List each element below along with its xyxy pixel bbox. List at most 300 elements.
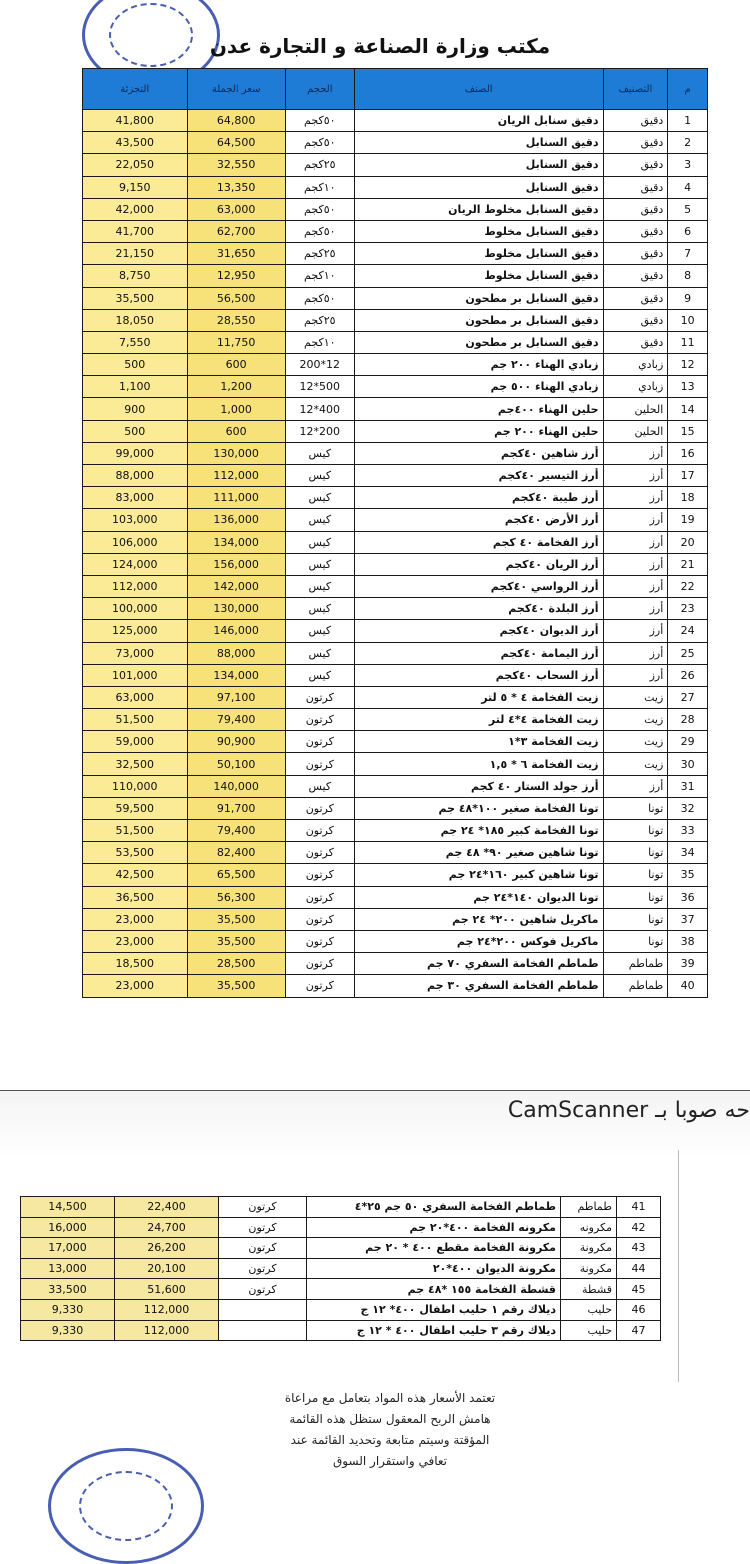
row-wholesale-price: 35,500 [187, 930, 285, 952]
row-size: كرتون [219, 1197, 307, 1218]
row-category: زيت [603, 753, 668, 775]
row-size: كيس [285, 775, 354, 797]
row-size: كيس [285, 531, 354, 553]
row-category: دقيق [603, 176, 668, 198]
row-item-name: أرز الرواسي ٤٠كجم [354, 575, 603, 597]
row-retail-price: 59,000 [83, 731, 188, 753]
table-row [83, 487, 708, 509]
table-row [21, 1320, 661, 1341]
row-item-name: ديلاك رقم ١ حليب اطفال ٤٠٠* ١٢ ج [307, 1299, 561, 1320]
row-index: 27 [668, 686, 708, 708]
footer-note [240, 1388, 540, 1472]
row-item-name: زبادي الهناء ٢٠٠ جم [354, 354, 603, 376]
row-category: أرز [603, 553, 668, 575]
row-retail-price: 23,000 [83, 930, 188, 952]
row-item-name: ماكريل فوكس ٢٠٠*٢٤ جم [354, 930, 603, 952]
row-item-name: أرز التيسير ٤٠كجم [354, 465, 603, 487]
table-row [83, 354, 708, 376]
table-row [83, 908, 708, 930]
table-row [21, 1217, 661, 1238]
row-index: 13 [668, 376, 708, 398]
row-category: أرز [603, 664, 668, 686]
table-row [83, 642, 708, 664]
row-wholesale-price: 64,800 [187, 110, 285, 132]
row-index: 12 [668, 354, 708, 376]
row-category: أرز [603, 598, 668, 620]
row-retail-price: 32,500 [83, 753, 188, 775]
row-size: 12*200 [285, 354, 354, 376]
table-row [83, 465, 708, 487]
row-category: أرز [603, 531, 668, 553]
row-wholesale-price: 26,200 [115, 1238, 219, 1259]
row-category: زيت [603, 731, 668, 753]
row-item-name: أرز الديوان ٤٠كجم [354, 620, 603, 642]
price-table [82, 68, 708, 998]
row-wholesale-price: 91,700 [187, 797, 285, 819]
table-row [83, 420, 708, 442]
row-category: دقيق [603, 265, 668, 287]
row-wholesale-price: 1,200 [187, 376, 285, 398]
row-category: دقيق [603, 287, 668, 309]
row-index: 5 [668, 198, 708, 220]
row-size: كرتون [285, 930, 354, 952]
row-retail-price: 17,000 [21, 1238, 115, 1259]
row-size: 500*12 [285, 376, 354, 398]
table-header-row [83, 69, 708, 110]
table-row [83, 398, 708, 420]
row-index: 33 [668, 820, 708, 842]
row-wholesale-price: 134,000 [187, 664, 285, 686]
row-wholesale-price: 13,350 [187, 176, 285, 198]
row-category: أرز [603, 465, 668, 487]
table-row [83, 509, 708, 531]
row-category: مكرونه [561, 1217, 617, 1238]
row-category: دقيق [603, 198, 668, 220]
row-size: كيس [285, 642, 354, 664]
row-size: ٥٠كجم [285, 198, 354, 220]
table-row [83, 886, 708, 908]
row-retail-price: 88,000 [83, 465, 188, 487]
table-row [83, 797, 708, 819]
row-index: 40 [668, 975, 708, 997]
row-size: كيس [285, 442, 354, 464]
row-wholesale-price: 600 [187, 354, 285, 376]
row-size: ١٠كجم [285, 331, 354, 353]
row-wholesale-price: 32,550 [187, 154, 285, 176]
row-retail-price: 7,550 [83, 331, 188, 353]
row-wholesale-price: 12,950 [187, 265, 285, 287]
row-wholesale-price: 111,000 [187, 487, 285, 509]
row-index: 9 [668, 287, 708, 309]
row-retail-price: 83,000 [83, 487, 188, 509]
row-size: ٢٥كجم [285, 309, 354, 331]
row-category: دقيق [603, 243, 668, 265]
row-item-name: أرز اليمامة ٤٠كجم [354, 642, 603, 664]
row-index: 20 [668, 531, 708, 553]
row-index: 45 [617, 1279, 661, 1300]
table-row [83, 265, 708, 287]
row-retail-price: 35,500 [83, 287, 188, 309]
table-row [83, 953, 708, 975]
row-size: ٥٠كجم [285, 132, 354, 154]
row-index: 3 [668, 154, 708, 176]
row-item-name: تونا الفخامة كبير ١٨٥* ٢٤ جم [354, 820, 603, 842]
row-category: أرز [603, 575, 668, 597]
row-size [219, 1299, 307, 1320]
table-row [83, 198, 708, 220]
row-index: 46 [617, 1299, 661, 1320]
row-wholesale-price: 146,000 [187, 620, 285, 642]
row-category: دقيق [603, 220, 668, 242]
row-item-name: تونا شاهين صغير ٩٠* ٤٨ جم [354, 842, 603, 864]
row-index: 14 [668, 398, 708, 420]
table-row [83, 709, 708, 731]
row-index: 32 [668, 797, 708, 819]
row-category: طماطم [603, 975, 668, 997]
row-size: ١٠كجم [285, 176, 354, 198]
row-item-name: أرز الأرض ٤٠كجم [354, 509, 603, 531]
row-retail-price: 22,050 [83, 154, 188, 176]
row-retail-price: 21,150 [83, 243, 188, 265]
row-index: 34 [668, 842, 708, 864]
row-size: كرتون [219, 1258, 307, 1279]
page-title: مكتب وزارة الصناعة و التجارة عدن [209, 34, 551, 58]
row-retail-price: 112,000 [83, 575, 188, 597]
row-retail-price: 41,700 [83, 220, 188, 242]
row-category: دقيق [603, 331, 668, 353]
row-item-name: دقيق سنابل الريان [354, 110, 603, 132]
row-wholesale-price: 31,650 [187, 243, 285, 265]
row-retail-price: 16,000 [21, 1217, 115, 1238]
row-retail-price: 106,000 [83, 531, 188, 553]
row-wholesale-price: 35,500 [187, 975, 285, 997]
row-category: طماطم [603, 953, 668, 975]
row-index: 44 [617, 1258, 661, 1279]
row-retail-price: 51,500 [83, 820, 188, 842]
row-category: الحلين [603, 420, 668, 442]
row-category: حليب [561, 1320, 617, 1341]
row-retail-price: 9,330 [21, 1320, 115, 1341]
row-item-name: دقيق السنابل مخلوط [354, 265, 603, 287]
row-wholesale-price: 51,600 [115, 1279, 219, 1300]
row-size: كرتون [219, 1238, 307, 1259]
row-category: تونا [603, 930, 668, 952]
row-index: 30 [668, 753, 708, 775]
row-index: 4 [668, 176, 708, 198]
row-retail-price: 18,050 [83, 309, 188, 331]
row-retail-price: 36,500 [83, 886, 188, 908]
row-size: كرتون [285, 686, 354, 708]
row-index: 17 [668, 465, 708, 487]
row-size: كيس [285, 553, 354, 575]
row-size: كرتون [219, 1217, 307, 1238]
row-category: حليب [561, 1299, 617, 1320]
row-retail-price: 9,150 [83, 176, 188, 198]
table-row [83, 553, 708, 575]
row-retail-price: 900 [83, 398, 188, 420]
row-wholesale-price: 140,000 [187, 775, 285, 797]
row-retail-price: 23,000 [83, 975, 188, 997]
row-size: كرتون [285, 731, 354, 753]
row-index: 8 [668, 265, 708, 287]
row-wholesale-price: 136,000 [187, 509, 285, 531]
row-size: ٢٥كجم [285, 243, 354, 265]
table-row [83, 220, 708, 242]
row-retail-price: 500 [83, 420, 188, 442]
row-wholesale-price: 130,000 [187, 598, 285, 620]
row-index: 22 [668, 575, 708, 597]
row-index: 6 [668, 220, 708, 242]
row-size: كرتون [219, 1279, 307, 1300]
table-row [21, 1258, 661, 1279]
table-row [83, 686, 708, 708]
row-category: الحلين [603, 398, 668, 420]
row-wholesale-price: 79,400 [187, 820, 285, 842]
row-category: أرز [603, 642, 668, 664]
row-wholesale-price: 50,100 [187, 753, 285, 775]
table-row [83, 842, 708, 864]
row-item-name: دقيق السنابل بر مطحون [354, 287, 603, 309]
row-index: 1 [668, 110, 708, 132]
table-row [83, 664, 708, 686]
row-size [219, 1320, 307, 1341]
row-size: كيس [285, 509, 354, 531]
footer-line: تعتمد الأسعار هذه المواد بتعامل مع مراعاة [284, 1391, 496, 1405]
row-item-name: دقيق السنابل [354, 132, 603, 154]
row-retail-price: 59,500 [83, 797, 188, 819]
row-size: كيس [285, 664, 354, 686]
row-item-name: زيت الفخامة ٤ * ٥ لتر [354, 686, 603, 708]
row-index: 36 [668, 886, 708, 908]
row-index: 47 [617, 1320, 661, 1341]
row-category: زيت [603, 709, 668, 731]
table-row [83, 620, 708, 642]
row-size: كرتون [285, 953, 354, 975]
table-row [83, 864, 708, 886]
row-category: أرز [603, 775, 668, 797]
row-index: 28 [668, 709, 708, 731]
row-item-name: قشطة الفخامة ١٥٥ *٤٨ جم [307, 1279, 561, 1300]
row-wholesale-price: 22,400 [115, 1197, 219, 1218]
row-index: 2 [668, 132, 708, 154]
row-retail-price: 14,500 [21, 1197, 115, 1218]
row-item-name: طماطم الفخامة السفري ٧٠ جم [354, 953, 603, 975]
header-retail-price: التجزئة [83, 69, 188, 110]
row-wholesale-price: 97,100 [187, 686, 285, 708]
row-category: دقيق [603, 110, 668, 132]
row-size: 200*12 [285, 420, 354, 442]
row-retail-price: 42,500 [83, 864, 188, 886]
header-category: التصنيف [603, 69, 668, 110]
table-row [21, 1279, 661, 1300]
row-item-name: زبادي الهناء ٥٠٠ جم [354, 376, 603, 398]
row-size: كيس [285, 487, 354, 509]
row-category: تونا [603, 886, 668, 908]
row-index: 15 [668, 420, 708, 442]
row-wholesale-price: 90,900 [187, 731, 285, 753]
row-wholesale-price: 142,000 [187, 575, 285, 597]
row-size: كرتون [285, 709, 354, 731]
row-size: كرتون [285, 864, 354, 886]
row-index: 35 [668, 864, 708, 886]
row-wholesale-price: 156,000 [187, 553, 285, 575]
row-item-name: دقيق السنابل مخلوط [354, 220, 603, 242]
row-index: 10 [668, 309, 708, 331]
row-item-name: أرز السحاب ٤٠كجم [354, 664, 603, 686]
row-size: كيس [285, 620, 354, 642]
official-stamp-bottom [48, 1448, 204, 1564]
table-row [83, 820, 708, 842]
row-retail-price: 500 [83, 354, 188, 376]
row-retail-price: 41,800 [83, 110, 188, 132]
table-row [83, 132, 708, 154]
row-index: 29 [668, 731, 708, 753]
row-index: 16 [668, 442, 708, 464]
row-wholesale-price: 112,000 [115, 1299, 219, 1320]
row-index: 31 [668, 775, 708, 797]
row-size: كيس [285, 598, 354, 620]
row-size: ٢٥كجم [285, 154, 354, 176]
row-size: ٥٠كجم [285, 287, 354, 309]
row-retail-price: 8,750 [83, 265, 188, 287]
row-wholesale-price: 130,000 [187, 442, 285, 464]
row-item-name: زيت الفخامة ٦ * ١,٥ [354, 753, 603, 775]
row-index: 39 [668, 953, 708, 975]
row-category: تونا [603, 908, 668, 930]
table-row [83, 575, 708, 597]
table-row [21, 1197, 661, 1218]
row-category: تونا [603, 820, 668, 842]
row-size: ١٠كجم [285, 265, 354, 287]
row-wholesale-price: 11,750 [187, 331, 285, 353]
scanner-watermark: CamScanner حه صوبا بـ [507, 1098, 750, 1123]
row-item-name: أرز شاهين ٤٠كجم [354, 442, 603, 464]
row-wholesale-price: 82,400 [187, 842, 285, 864]
row-retail-price: 51,500 [83, 709, 188, 731]
table-row [83, 531, 708, 553]
row-wholesale-price: 79,400 [187, 709, 285, 731]
row-item-name: زيت الفخامة ٣*١ [354, 731, 603, 753]
table-row [83, 376, 708, 398]
row-item-name: دقيق السنابل [354, 176, 603, 198]
row-category: زبادي [603, 354, 668, 376]
row-category: أرز [603, 487, 668, 509]
row-index: 43 [617, 1238, 661, 1259]
row-category: أرز [603, 620, 668, 642]
table-row [83, 176, 708, 198]
row-index: 23 [668, 598, 708, 620]
header-item: الصنف [354, 69, 603, 110]
row-item-name: أرز جولد الستار ٤٠ كجم [354, 775, 603, 797]
row-size: كيس [285, 575, 354, 597]
table-row [83, 110, 708, 132]
row-size: كيس [285, 465, 354, 487]
row-retail-price: 63,000 [83, 686, 188, 708]
table-row [83, 243, 708, 265]
row-wholesale-price: 35,500 [187, 908, 285, 930]
row-size: 400*12 [285, 398, 354, 420]
row-item-name: دقيق السنابل مخلوط [354, 243, 603, 265]
row-wholesale-price: 24,700 [115, 1217, 219, 1238]
row-wholesale-price: 28,500 [187, 953, 285, 975]
row-size: كرتون [285, 975, 354, 997]
row-size: ٥٠كجم [285, 110, 354, 132]
row-item-name: دقيق السنابل بر مطحون [354, 309, 603, 331]
row-category: مكرونة [561, 1258, 617, 1279]
header-wholesale-price: سعر الجملة [187, 69, 285, 110]
row-category: تونا [603, 864, 668, 886]
row-item-name: دقيق السنابل [354, 154, 603, 176]
row-retail-price: 110,000 [83, 775, 188, 797]
row-category: قشطة [561, 1279, 617, 1300]
footer-line: تعافي واستقرار السوق [333, 1454, 447, 1468]
row-item-name: ماكريل شاهين ٢٠٠* ٢٤ جم [354, 908, 603, 930]
table-row [83, 287, 708, 309]
row-item-name: طماطم الفخامة السفري ٥٠ جم ٢٥*٤ [307, 1197, 561, 1218]
row-retail-price: 42,000 [83, 198, 188, 220]
table-row [83, 309, 708, 331]
row-item-name: أرز البلدة ٤٠كجم [354, 598, 603, 620]
row-retail-price: 124,000 [83, 553, 188, 575]
row-index: 24 [668, 620, 708, 642]
row-category: دقيق [603, 309, 668, 331]
row-wholesale-price: 112,000 [187, 465, 285, 487]
row-index: 19 [668, 509, 708, 531]
row-category: زيت [603, 686, 668, 708]
row-index: 18 [668, 487, 708, 509]
row-size: كرتون [285, 820, 354, 842]
row-item-name: دقيق السنابل مخلوط الريان [354, 198, 603, 220]
row-wholesale-price: 28,550 [187, 309, 285, 331]
row-item-name: تونا الفخامة صغير ١٠٠*٤٨ جم [354, 797, 603, 819]
page-gap [0, 1040, 750, 1090]
row-wholesale-price: 62,700 [187, 220, 285, 242]
row-size: كرتون [285, 886, 354, 908]
row-index: 21 [668, 553, 708, 575]
row-item-name: تونا الديوان ١٤٠*٢٤ جم [354, 886, 603, 908]
row-wholesale-price: 20,100 [115, 1258, 219, 1279]
row-retail-price: 100,000 [83, 598, 188, 620]
row-index: 11 [668, 331, 708, 353]
row-size: كرتون [285, 753, 354, 775]
row-index: 26 [668, 664, 708, 686]
row-retail-price: 33,500 [21, 1279, 115, 1300]
row-wholesale-price: 63,000 [187, 198, 285, 220]
table-row [83, 975, 708, 997]
table-row [83, 154, 708, 176]
row-item-name: دقيق السنابل بر مطحون [354, 331, 603, 353]
row-category: تونا [603, 797, 668, 819]
row-wholesale-price: 1,000 [187, 398, 285, 420]
row-retail-price: 125,000 [83, 620, 188, 642]
row-item-name: حلين الهناء ٤٠٠جم [354, 398, 603, 420]
row-category: طماطم [561, 1197, 617, 1218]
price-table-continued [20, 1196, 661, 1341]
row-size: كرتون [285, 797, 354, 819]
row-category: تونا [603, 842, 668, 864]
row-wholesale-price: 88,000 [187, 642, 285, 664]
row-category: أرز [603, 442, 668, 464]
row-index: 41 [617, 1197, 661, 1218]
row-item-name: زيت الفخامة ٤*٤ لتر [354, 709, 603, 731]
table-row [83, 731, 708, 753]
row-category: زبادي [603, 376, 668, 398]
row-retail-price: 43,500 [83, 132, 188, 154]
row-item-name: مكرونه الفخامة ٤٠٠*٢٠ جم [307, 1217, 561, 1238]
row-item-name: أرز الفخامة ٤٠ كجم [354, 531, 603, 553]
header-size: الحجم [285, 69, 354, 110]
row-index: 25 [668, 642, 708, 664]
